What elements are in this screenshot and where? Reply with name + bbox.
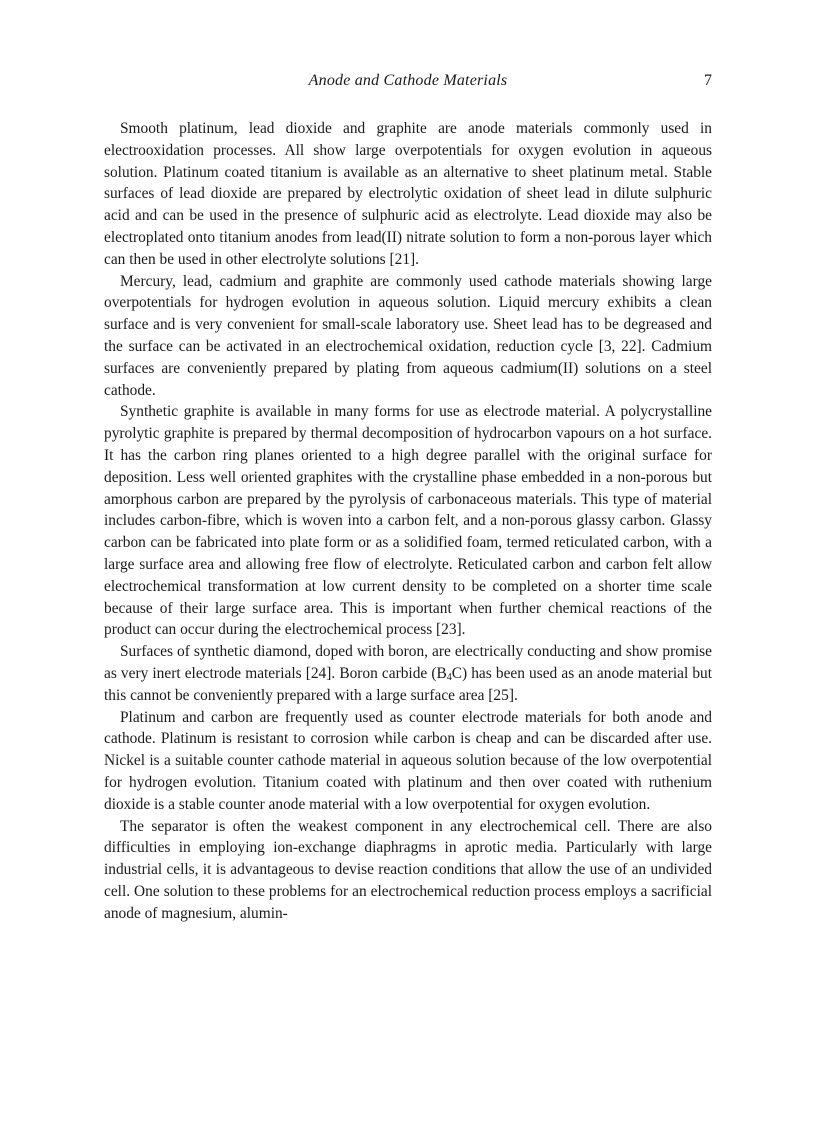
paragraph-synthetic-diamond [104,641,712,706]
diamond-subscript: 4 [446,671,452,683]
page-number: 7 [704,72,712,89]
paragraph-counter-electrodes: Platinum and carbon are frequently used as counter electrode materials for both anode and cathode. Platinum is resistant to corrosion while carbon is cheap and can be discarded after use. Nickel is a suitable counter cathode material in aqueous solution because of the low overpotential for hydrogen evolution. Titanium coated with platinum and then over coated with ruthenium dioxide is a stable counter anode material with a low overpotential for oxygen evolution. [104,708,712,813]
paragraph-separator: The separator is often the weakest component in any electrochemical cell. There are also difficulties in employing ion-exchange diaphragms in aprotic media. Particularly with large industrial cells, it is advantageous to devise reaction conditions that allow the use of an undivided cell. One solution to these problems for an electrochemical reduction process employs a sacrificial anode of magnesium, alumin- [104,817,712,922]
body-text [104,118,712,924]
paragraph-cathode-materials: Mercury, lead, cadmium and graphite are commonly used cathode materials showing large overpotentials for hydrogen evolution in aqueous solution. Liquid mercury exhibits a clean surface and is very convenient for small-scale laboratory use. Sheet lead has to be degreased and the surface can be activated in an electrochemical oxidation, reduction cycle [3, 22]. Cadmium surfaces are conveniently prepared by plating from aqueous cadmium(II) solutions on a steel cathode. [104,272,712,399]
paragraph-synthetic-graphite: Synthetic graphite is available in many forms for use as electrode material. A polycrystalline pyrolytic graphite is prepared by thermal decomposition of hydrocarbon vapours on a hot surface. It has the carbon ring planes oriented to a high degree parallel with the original surface for deposition. Less well oriented graphites with the crystalline phase embedded in a non-porous but amorphous carbon are prepared by the pyrolysis of carbonaceous materials. This type of material includes carbon-fibre, which is woven into a carbon felt, and a non-porous glassy carbon. Glassy carbon can be fabricated into plate form or as a solidified foam, termed reticulated carbon, with a large surface area and allowing free flow of electrolyte. Reticulated carbon and carbon felt allow electrochemical transformation at low current density to be completed on a shorter time scale because of their large surface area. This is important when further chemical reactions of the product can occur during the electrochemical process [23]. [104,403,712,639]
running-header [104,72,712,96]
paragraph-anode-materials: Smooth platinum, lead dioxide and graphite are anode materials commonly used in electrooxidation processes. All show large overpotentials for oxygen evolution in aqueous solution. Platinum coated titanium is available as an alternative to sheet platinum metal. Stable surfaces of lead dioxide are prepared by electrolytic oxidation of sheet lead in dilute sulphuric acid and can be used in the presence of sulphuric acid as electrolyte. Lead dioxide may also be electroplated onto titanium anodes from lead(II) nitrate solution to form a non-porous layer which can then be used in other electrolyte solutions [21]. [104,120,712,268]
diamond-text-after: C) has been used as an anode material but this cannot be conveniently prepared with a large surface area [25]. [104,664,712,704]
running-title: Anode and Cathode Materials [308,72,508,89]
diamond-text-before: Surfaces of synthetic diamond, doped with boron, are electrically conducting and show promise as very inert electrode materials [24]. Boron carbide (B [104,643,712,682]
